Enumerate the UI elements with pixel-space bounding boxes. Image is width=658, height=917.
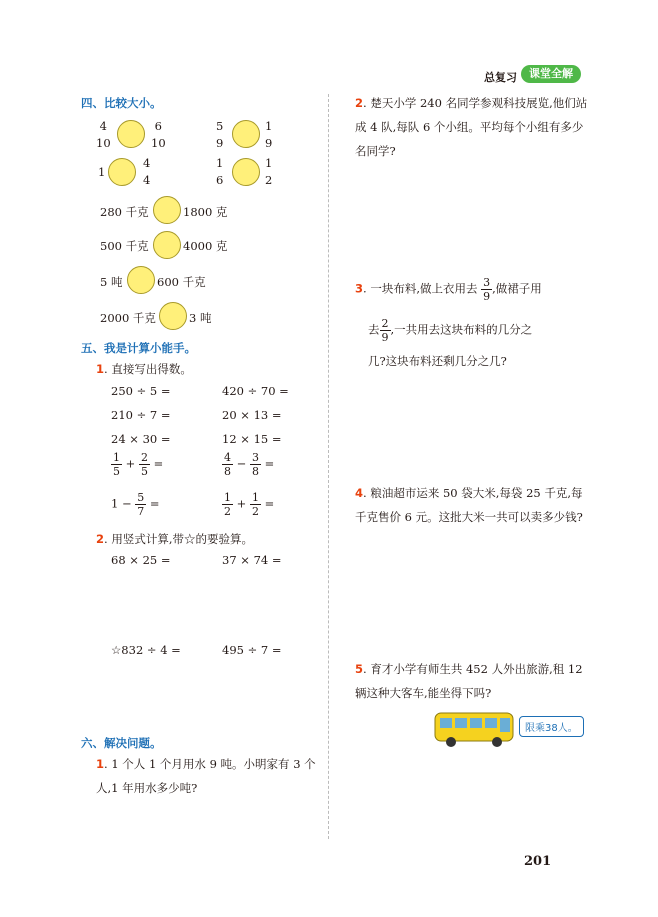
- frac-c1: $\frac{5}{7}$: [137, 491, 145, 518]
- p1-number: 1: [96, 757, 105, 771]
- weight1-right: 1800 克: [183, 205, 228, 219]
- vertical-calc-4: 495 ÷ 7 =: [222, 643, 282, 657]
- compare-blank-2[interactable]: [232, 120, 260, 148]
- problem-1: [96, 752, 331, 800]
- weight1-left: 280 千克: [100, 205, 149, 219]
- oral-calc-1: 250 ÷ 5 =: [111, 384, 171, 398]
- compare3-right: [143, 158, 150, 186]
- compare2-right: [265, 121, 272, 149]
- weight3-right: 600 千克: [157, 275, 206, 289]
- problem-3-line3: 几?这块布料还剩几分之几?: [368, 354, 507, 368]
- p3-frac1: $\frac{3}{9}$: [483, 276, 491, 303]
- compare1-right: [151, 121, 166, 149]
- frac-a1: $\frac{1}{5}$: [113, 451, 120, 478]
- compare1-right-den: 10: [151, 135, 166, 150]
- column-divider: [328, 94, 329, 839]
- q1-text: . 直接写出得数。: [104, 362, 192, 376]
- compare2-left-den: 9: [216, 135, 224, 150]
- compare4-left-den: 6: [216, 172, 224, 187]
- q2-number: 2: [96, 532, 105, 546]
- compare4-right-num: 1: [265, 156, 273, 170]
- frac-a2: $\frac{2}{5}$: [140, 451, 148, 478]
- compare2-right-den: 9: [265, 135, 273, 150]
- compare1-left: [96, 121, 111, 149]
- frac-d1: $\frac{1}{2}$: [224, 491, 231, 518]
- frac-d2: $\frac{1}{2}$: [251, 491, 259, 518]
- section4-title: 四、比较大小。: [81, 96, 162, 110]
- problem-4: [355, 481, 590, 529]
- compare-blank-1[interactable]: [117, 120, 145, 148]
- section5-q2: [96, 531, 253, 547]
- compare3-right-den: 4: [143, 172, 151, 187]
- header-label: 总复习: [484, 71, 517, 84]
- section6-title: 六、解决问题。: [81, 736, 162, 750]
- compare-blank-7[interactable]: [127, 266, 155, 294]
- problem-3-line2: 去 $\frac{2}{9}$ ,一共用去这块布料的几分之: [368, 317, 533, 344]
- p3-number: 3: [355, 281, 364, 296]
- p5-number: 5: [355, 662, 364, 676]
- bus-capacity-sign: 限乘38人。: [519, 716, 584, 737]
- compare-blank-6[interactable]: [153, 231, 181, 259]
- weight4-right: 3 吨: [189, 311, 212, 325]
- compare1-left-den: 10: [96, 135, 111, 150]
- oral-calc-4: 20 × 13 =: [222, 408, 282, 422]
- compare4-right-den: 2: [265, 172, 273, 187]
- page-number: 201: [524, 854, 552, 869]
- oral-calc-2: 420 ÷ 70 =: [222, 384, 289, 398]
- problem-3-line1: 3. 一块布料,做上衣用去 $\frac{3}{9}$ ,做裙子用: [355, 276, 542, 303]
- frac-b2: $\frac{3}{8}$: [251, 451, 259, 478]
- oral-calc-3: 210 ÷ 7 =: [111, 408, 171, 422]
- weight3-left: 5 吨: [100, 275, 123, 289]
- section5-q1: [96, 361, 192, 377]
- compare4-left: [216, 158, 223, 186]
- frac-calc-d: $\frac{1}{2}$ + $\frac{1}{2}$ =: [224, 491, 275, 518]
- oral-calc-5: 24 × 30 =: [111, 432, 171, 446]
- frac-calc-a: $\frac{1}{5}$ + $\frac{2}{5}$ =: [113, 451, 164, 478]
- vertical-calc-3: ☆832 ÷ 4 =: [111, 643, 181, 657]
- problem-2: [355, 91, 590, 163]
- p2-number: 2: [355, 96, 364, 110]
- vertical-calc-2: 37 × 74 =: [222, 553, 282, 567]
- weight2-left: 500 千克: [100, 239, 149, 253]
- compare2-left: [216, 121, 223, 149]
- frac-b1: $\frac{4}{8}$: [224, 451, 231, 478]
- problem-5: [355, 657, 590, 705]
- frac-calc-b: $\frac{4}{8}$ − $\frac{3}{8}$ =: [224, 451, 275, 478]
- bus-icon: [433, 710, 517, 750]
- compare4-left-num: 1: [216, 156, 224, 170]
- compare2-right-num: 1: [265, 119, 273, 133]
- header-badge: 课堂全解: [521, 65, 581, 83]
- compare1-left-num: 4: [99, 119, 107, 133]
- p4-text: . 粮油超市运来 50 袋大米,每袋 25 千克,每千克售价 6 元。这批大米一共可以卖多少钱?: [355, 486, 583, 524]
- p4-number: 4: [355, 486, 364, 500]
- p5-text: . 育才小学有师生共 452 人外出旅游,租 12 辆这种大客车,能坐得下吗?: [355, 662, 583, 700]
- compare-blank-8[interactable]: [159, 302, 187, 330]
- weight2-right: 4000 克: [183, 239, 228, 253]
- vertical-calc-1: 68 × 25 =: [111, 553, 171, 567]
- compare2-left-num: 5: [216, 119, 224, 133]
- compare1-right-num: 6: [154, 119, 162, 133]
- q2-text: . 用竖式计算,带☆的要验算。: [104, 532, 253, 546]
- q1-number: 1: [96, 362, 105, 376]
- compare-blank-5[interactable]: [153, 196, 181, 224]
- compare-blank-4[interactable]: [232, 158, 260, 186]
- section5-title: 五、我是计算小能手。: [81, 341, 196, 355]
- compare-blank-3[interactable]: [108, 158, 136, 186]
- compare3-left: 1: [98, 165, 106, 179]
- oral-calc-6: 12 × 15 =: [222, 432, 282, 446]
- compare4-right: [265, 158, 272, 186]
- weight4-left: 2000 千克: [100, 311, 156, 325]
- compare3-right-num: 4: [143, 156, 151, 170]
- p3-frac2: $\frac{2}{9}$: [381, 317, 389, 344]
- p1-text: . 1 个人 1 个月用水 9 吨。小明家有 3 个人,1 年用水多少吨?: [96, 757, 316, 795]
- frac-calc-c: 1 − $\frac{5}{7}$ =: [111, 491, 160, 518]
- p2-text: . 楚天小学 240 名同学参观科技展览,他们站成 4 队,每队 6 个小组。平均每个小组有多少名同学?: [355, 96, 588, 158]
